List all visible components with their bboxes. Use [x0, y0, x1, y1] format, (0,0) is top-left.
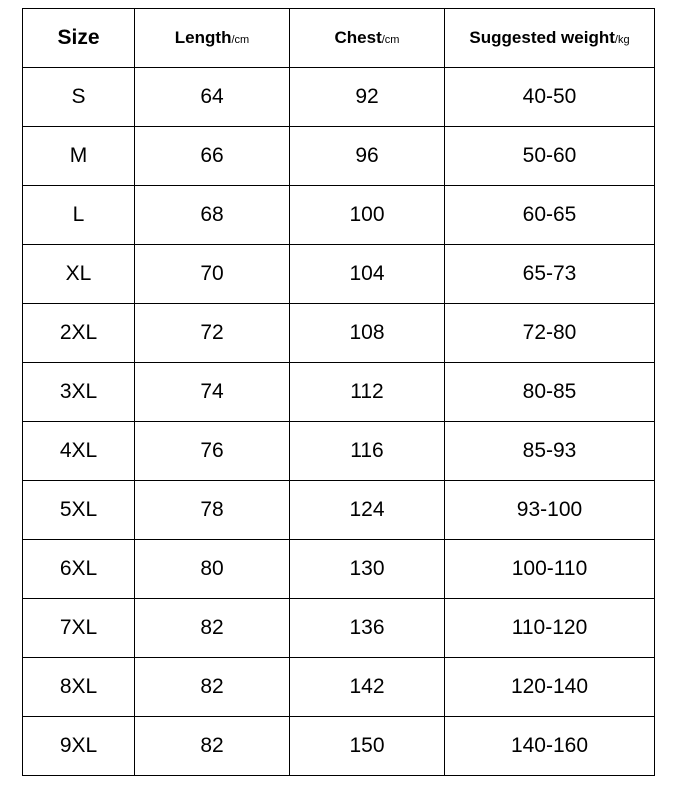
cell-weight: 120-140	[445, 658, 655, 717]
size-chart-table	[22, 8, 655, 776]
cell-weight: 93-100	[445, 481, 655, 540]
cell-length: 68	[135, 186, 290, 245]
cell-chest: 100	[290, 186, 445, 245]
cell-weight: 72-80	[445, 304, 655, 363]
cell-size: M	[23, 127, 135, 186]
cell-weight: 40-50	[445, 68, 655, 127]
header-unit: /cm	[381, 34, 400, 46]
cell-size: 8XL	[23, 658, 135, 717]
header-unit: /cm	[231, 34, 250, 46]
cell-weight: 110-120	[445, 599, 655, 658]
cell-size: L	[23, 186, 135, 245]
cell-chest: 112	[290, 363, 445, 422]
cell-weight: 65-73	[445, 245, 655, 304]
cell-length: 76	[135, 422, 290, 481]
cell-size: 7XL	[23, 599, 135, 658]
cell-chest: 116	[290, 422, 445, 481]
table-row	[23, 304, 655, 363]
header-label: Chest	[334, 28, 382, 47]
cell-chest: 92	[290, 68, 445, 127]
cell-size: 5XL	[23, 481, 135, 540]
header-unit: /kg	[614, 34, 630, 46]
cell-chest: 130	[290, 540, 445, 599]
header-label: Suggested weight	[469, 28, 615, 47]
table-row	[23, 127, 655, 186]
cell-length: 80	[135, 540, 290, 599]
cell-chest: 104	[290, 245, 445, 304]
cell-length: 82	[135, 599, 290, 658]
cell-weight: 100-110	[445, 540, 655, 599]
header-size	[23, 9, 135, 68]
cell-size: 3XL	[23, 363, 135, 422]
header-label: Length	[174, 28, 232, 47]
header-row	[23, 9, 655, 68]
cell-length: 74	[135, 363, 290, 422]
table-row	[23, 245, 655, 304]
cell-length: 78	[135, 481, 290, 540]
cell-weight: 85-93	[445, 422, 655, 481]
table-row	[23, 599, 655, 658]
cell-weight: 140-160	[445, 717, 655, 776]
cell-weight: 50-60	[445, 127, 655, 186]
table-row	[23, 481, 655, 540]
cell-size: 9XL	[23, 717, 135, 776]
cell-size: 2XL	[23, 304, 135, 363]
cell-chest: 142	[290, 658, 445, 717]
cell-chest: 108	[290, 304, 445, 363]
cell-chest: 124	[290, 481, 445, 540]
cell-length: 82	[135, 658, 290, 717]
cell-weight: 80-85	[445, 363, 655, 422]
table-row	[23, 363, 655, 422]
table-row	[23, 68, 655, 127]
cell-length: 64	[135, 68, 290, 127]
cell-size: 6XL	[23, 540, 135, 599]
table-row	[23, 717, 655, 776]
cell-size: S	[23, 68, 135, 127]
table-row	[23, 186, 655, 245]
table-row	[23, 658, 655, 717]
cell-length: 72	[135, 304, 290, 363]
cell-chest: 96	[290, 127, 445, 186]
cell-weight: 60-65	[445, 186, 655, 245]
header-chest	[290, 9, 445, 68]
cell-length: 70	[135, 245, 290, 304]
cell-chest: 150	[290, 717, 445, 776]
cell-length: 82	[135, 717, 290, 776]
table-row	[23, 540, 655, 599]
table-row	[23, 422, 655, 481]
header-label: Size	[57, 26, 100, 49]
cell-length: 66	[135, 127, 290, 186]
cell-size: 4XL	[23, 422, 135, 481]
header-suggested-weight	[445, 9, 655, 68]
header-length	[135, 9, 290, 68]
cell-chest: 136	[290, 599, 445, 658]
cell-size: XL	[23, 245, 135, 304]
